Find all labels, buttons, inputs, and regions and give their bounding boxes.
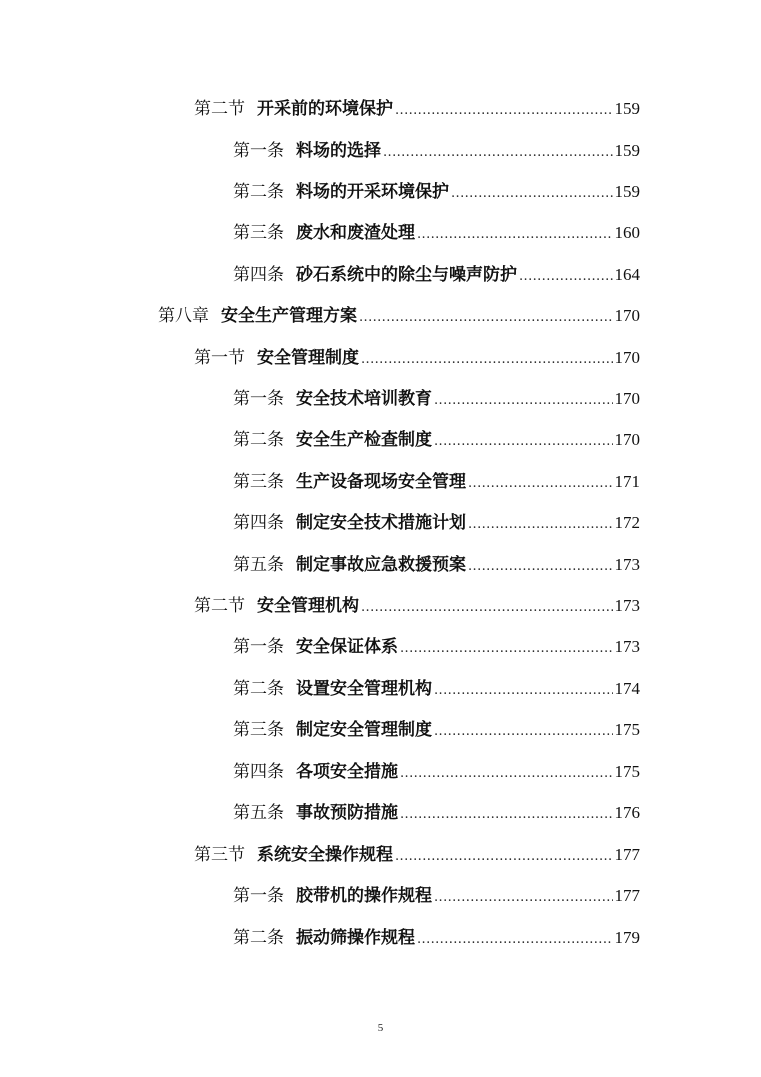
toc-entry-page: 160 bbox=[614, 223, 640, 242]
dot-leader bbox=[395, 844, 613, 870]
dot-leader bbox=[434, 388, 613, 414]
toc-entry-page: 173 bbox=[614, 555, 640, 574]
dot-leader bbox=[468, 554, 613, 580]
toc-entry-page: 170 bbox=[614, 389, 640, 408]
dot-leader bbox=[451, 181, 613, 207]
toc-entry-label: 第三节 bbox=[194, 845, 245, 865]
toc-entry-label: 第五条 bbox=[233, 555, 284, 575]
toc-entry-title: 料场的选择 bbox=[296, 141, 381, 161]
dot-leader bbox=[417, 927, 613, 953]
toc-entry-label: 第二条 bbox=[233, 430, 284, 450]
toc-entry-title: 废水和废渣处理 bbox=[296, 223, 415, 243]
toc-entry-label: 第五条 bbox=[233, 803, 284, 823]
toc-entry-label: 第一条 bbox=[233, 886, 284, 906]
toc-entry-page: 177 bbox=[614, 886, 640, 905]
toc-entry-label: 第四条 bbox=[233, 513, 284, 533]
toc-entry[interactable] bbox=[233, 138, 640, 164]
toc-entry-label: 第三条 bbox=[233, 472, 284, 492]
dot-leader bbox=[359, 305, 613, 331]
toc-entry-title: 安全生产检查制度 bbox=[296, 430, 432, 450]
toc-entry-page: 159 bbox=[614, 141, 640, 160]
toc-entry-label: 第三条 bbox=[233, 223, 284, 243]
toc-entry-page: 174 bbox=[614, 679, 640, 698]
toc-entry-label: 第八章 bbox=[158, 306, 209, 326]
toc-entry-page: 173 bbox=[614, 637, 640, 656]
toc-entry-page: 177 bbox=[614, 845, 640, 864]
dot-leader bbox=[395, 98, 613, 124]
dot-leader bbox=[400, 802, 613, 828]
toc-entry-label: 第一条 bbox=[233, 389, 284, 409]
toc-entry-title: 制定事故应急救援预案 bbox=[296, 555, 466, 575]
toc-entry[interactable] bbox=[233, 883, 640, 909]
dot-leader bbox=[400, 636, 613, 662]
toc-entry[interactable] bbox=[233, 634, 640, 660]
toc-entry-label: 第三条 bbox=[233, 720, 284, 740]
toc-entry-title: 安全管理制度 bbox=[257, 348, 359, 368]
toc-entry-title: 设置安全管理机构 bbox=[296, 679, 432, 699]
toc-entry-page: 172 bbox=[614, 513, 640, 532]
dot-leader bbox=[434, 678, 613, 704]
toc-entry-page: 176 bbox=[614, 803, 640, 822]
toc-entry[interactable] bbox=[233, 676, 640, 702]
toc-entry-label: 第一条 bbox=[233, 141, 284, 161]
toc-entry[interactable] bbox=[233, 925, 640, 951]
dot-leader bbox=[361, 347, 613, 373]
dot-leader bbox=[434, 719, 613, 745]
toc-entry-title: 事故预防措施 bbox=[296, 803, 398, 823]
toc-entry-label: 第二条 bbox=[233, 182, 284, 202]
toc-entry-label: 第二条 bbox=[233, 679, 284, 699]
toc-entry-page: 171 bbox=[614, 472, 640, 491]
toc-entry-page: 170 bbox=[614, 430, 640, 449]
toc-entry-title: 生产设备现场安全管理 bbox=[296, 472, 466, 492]
toc-entry-title: 安全管理机构 bbox=[257, 596, 359, 616]
page-number: 5 bbox=[377, 1022, 384, 1034]
toc-entry-label: 第二节 bbox=[194, 596, 245, 616]
toc-entry-label: 第一节 bbox=[194, 348, 245, 368]
toc-entry-label: 第二节 bbox=[194, 99, 245, 119]
toc-entry-page: 175 bbox=[614, 762, 640, 781]
toc-entry[interactable] bbox=[233, 179, 640, 205]
toc-entry[interactable] bbox=[194, 96, 640, 122]
toc-entry-title: 安全保证体系 bbox=[296, 637, 398, 657]
dot-leader bbox=[417, 222, 613, 248]
toc-entry[interactable] bbox=[233, 717, 640, 743]
toc-entry-page: 159 bbox=[614, 182, 640, 201]
toc-entry[interactable] bbox=[233, 552, 640, 578]
toc-entry[interactable] bbox=[233, 427, 640, 453]
toc-entry[interactable] bbox=[194, 593, 640, 619]
toc-entry-label: 第四条 bbox=[233, 762, 284, 782]
toc-entry[interactable] bbox=[233, 386, 640, 412]
toc-entry-title: 制定安全技术措施计划 bbox=[296, 513, 466, 533]
toc-entry-title: 安全技术培训教育 bbox=[296, 389, 432, 409]
toc-entry-page: 159 bbox=[614, 99, 640, 118]
toc-entry-title: 振动筛操作规程 bbox=[296, 928, 415, 948]
toc-entry-title: 料场的开采环境保护 bbox=[296, 182, 449, 202]
toc-entry[interactable] bbox=[158, 303, 640, 329]
dot-leader bbox=[434, 885, 613, 911]
toc-entry-page: 170 bbox=[614, 306, 640, 325]
dot-leader bbox=[361, 595, 613, 621]
toc-entry-page: 170 bbox=[614, 348, 640, 367]
toc-entry[interactable] bbox=[233, 510, 640, 536]
toc-entry-title: 砂石系统中的除尘与噪声防护 bbox=[296, 265, 517, 285]
dot-leader bbox=[468, 512, 613, 538]
toc-entry[interactable] bbox=[233, 759, 640, 785]
toc-entry-title: 系统安全操作规程 bbox=[257, 845, 393, 865]
toc-entry-label: 第四条 bbox=[233, 265, 284, 285]
toc-entry-label: 第二条 bbox=[233, 928, 284, 948]
toc-entry[interactable] bbox=[233, 469, 640, 495]
toc-entry[interactable] bbox=[194, 345, 640, 371]
dot-leader bbox=[383, 140, 613, 166]
toc-entry-label: 第一条 bbox=[233, 637, 284, 657]
toc-entry-title: 制定安全管理制度 bbox=[296, 720, 432, 740]
dot-leader bbox=[468, 471, 613, 497]
toc-entry[interactable] bbox=[233, 220, 640, 246]
toc-entry-title: 胶带机的操作规程 bbox=[296, 886, 432, 906]
toc-entry[interactable] bbox=[233, 262, 640, 288]
toc-entry-title: 开采前的环境保护 bbox=[257, 99, 393, 119]
toc-entry-title: 安全生产管理方案 bbox=[221, 306, 357, 326]
toc-entry[interactable] bbox=[233, 800, 640, 826]
toc-entry-page: 175 bbox=[614, 720, 640, 739]
toc-entry[interactable] bbox=[194, 842, 640, 868]
toc-entry-page: 164 bbox=[614, 265, 640, 284]
toc-entry-title: 各项安全措施 bbox=[296, 762, 398, 782]
dot-leader bbox=[519, 264, 613, 290]
dot-leader bbox=[400, 761, 613, 787]
toc-entry-page: 173 bbox=[614, 596, 640, 615]
toc-entry-page: 179 bbox=[614, 928, 640, 947]
dot-leader bbox=[434, 429, 613, 455]
